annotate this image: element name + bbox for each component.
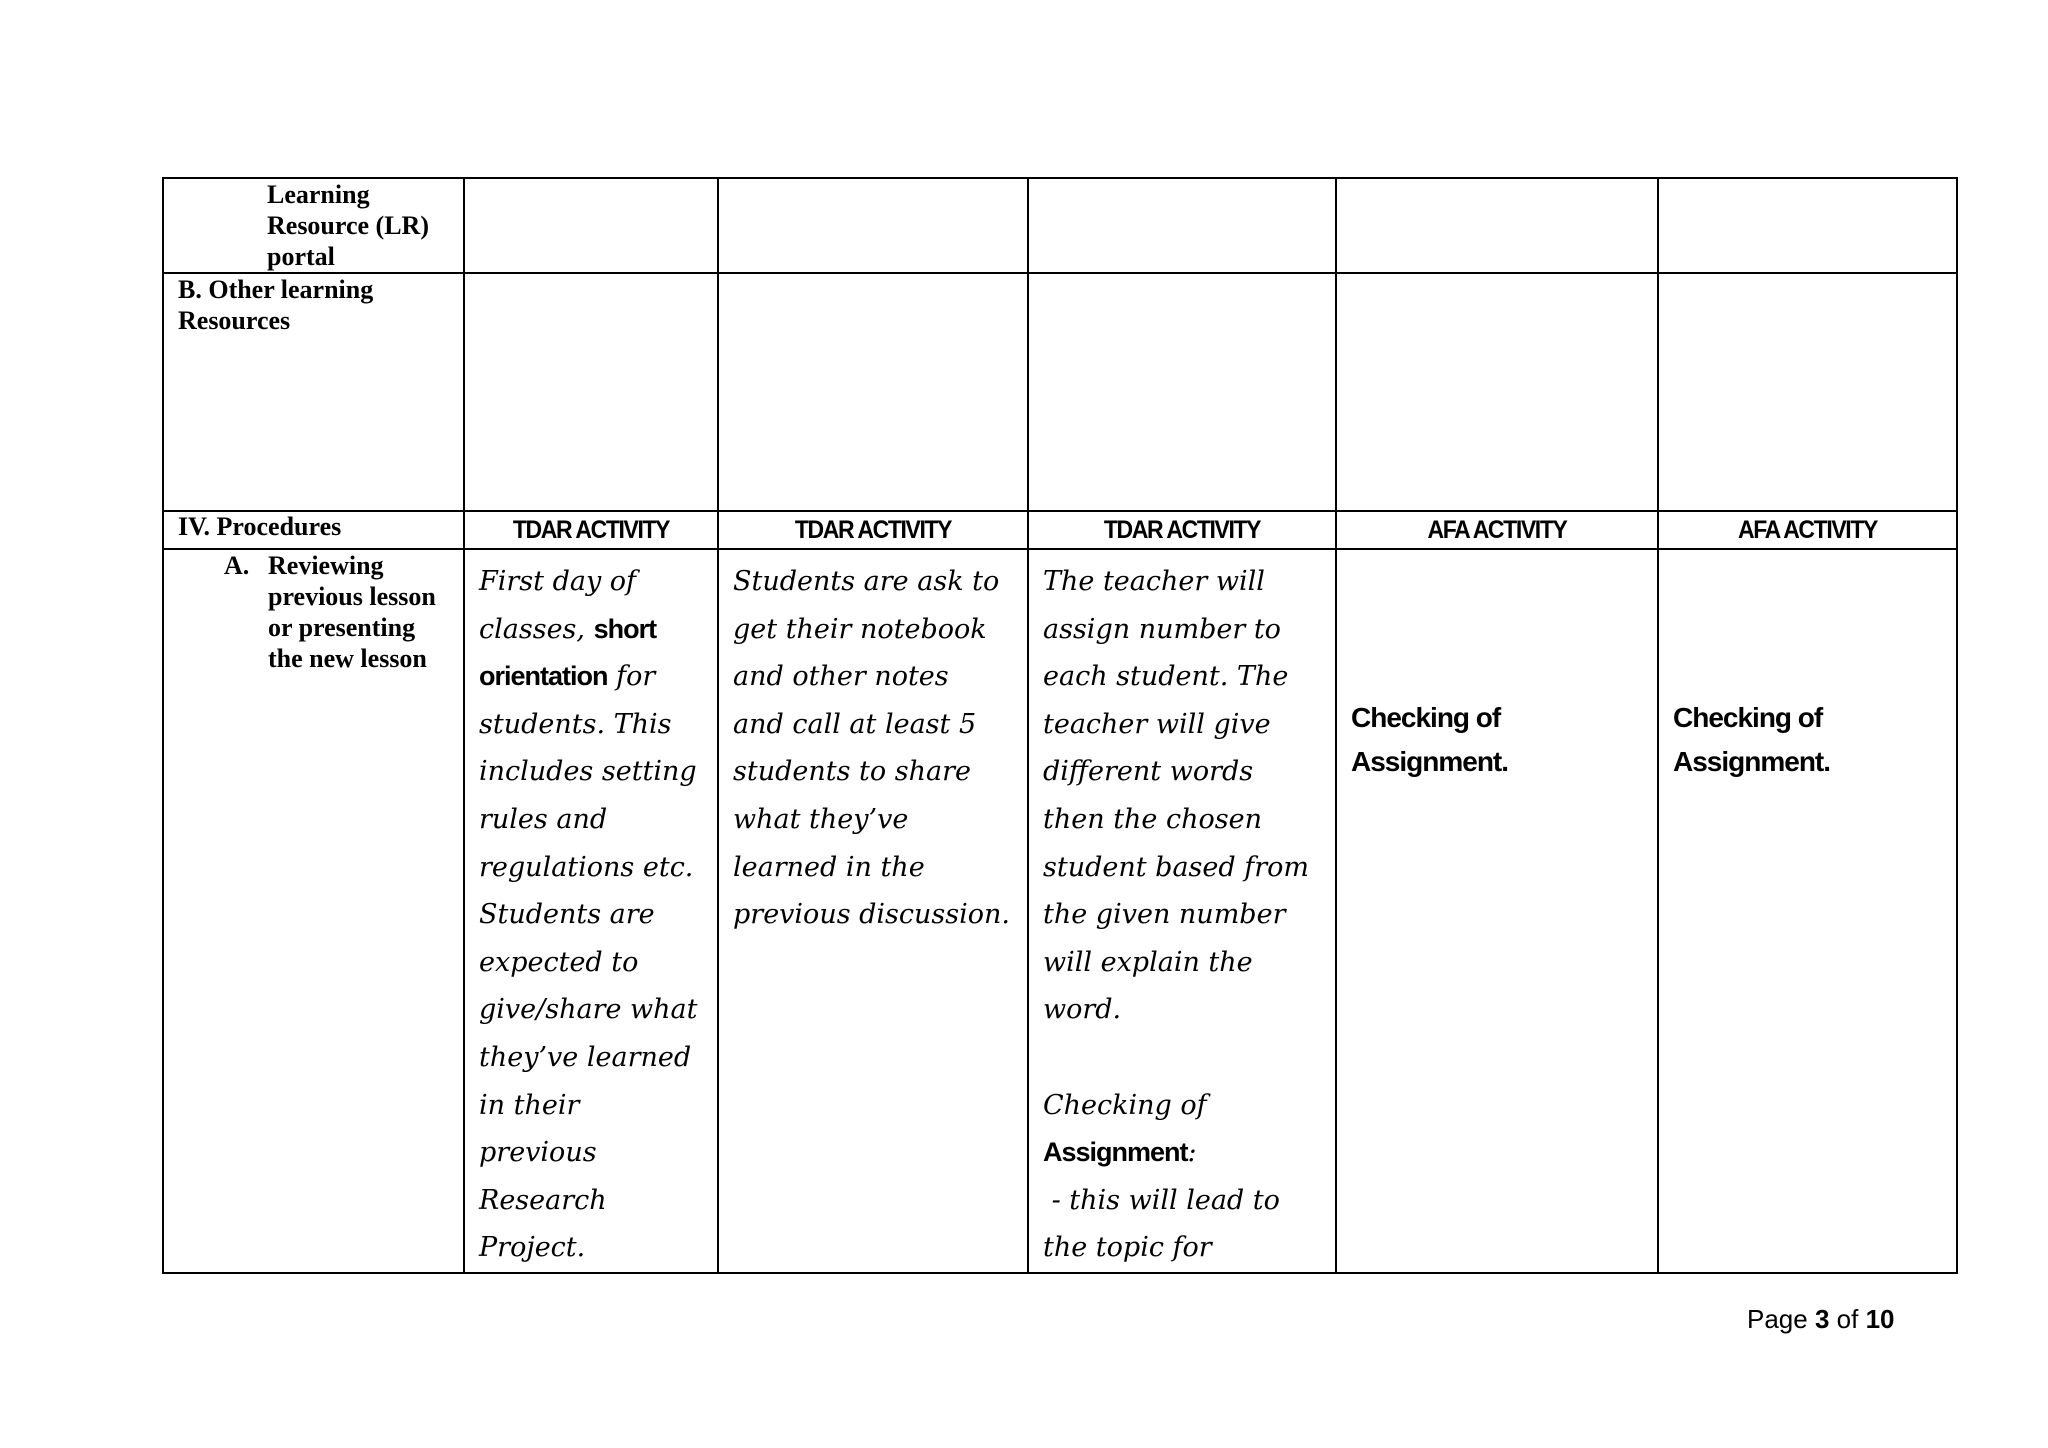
day1-orientation-bold: orientation xyxy=(479,661,608,692)
day5-line1: Checking of xyxy=(1673,702,1823,733)
column-header-cell xyxy=(464,511,718,549)
table-cell xyxy=(1028,178,1336,273)
lr-portal-label-cell xyxy=(163,178,464,273)
day5-activity-cell xyxy=(1658,549,1957,1273)
day3-assignment-bold: Assignment xyxy=(1043,1137,1188,1168)
day1-activity-text xyxy=(465,550,717,1272)
reviewing-text: Reviewing previous lesson or presenting the new lesson xyxy=(268,551,436,673)
table-row-procedures xyxy=(163,511,1957,549)
day1-rest: students. This includes setting rules and regulations etc. Students are expected to give/share what they’ve learned in their previous Research Project. xyxy=(479,708,698,1264)
table-cell xyxy=(464,178,718,273)
footer-page-number: 3 xyxy=(1814,1304,1830,1334)
column-header: TDAR ACTIVITY xyxy=(512,516,670,544)
table-row-other-resources xyxy=(163,273,1957,511)
column-header: TDAR ACTIVITY xyxy=(1103,516,1261,544)
page-number-footer xyxy=(1747,1304,1895,1335)
day5-line2-wrap xyxy=(1673,740,1948,784)
lr-portal-label: Learning Resource (LR) portal xyxy=(267,180,429,271)
table-cell xyxy=(718,273,1028,511)
procedures-label: IV. Procedures xyxy=(178,512,342,541)
table-row-reviewing xyxy=(163,549,1957,1273)
day4-activity-text xyxy=(1337,550,1657,784)
day5-activity-text xyxy=(1659,550,1956,784)
column-header-cell xyxy=(1336,511,1658,549)
day3-tail: - this will lead to the topic for xyxy=(1043,1184,1280,1264)
column-header-cell xyxy=(1658,511,1957,549)
day3-colon: : xyxy=(1187,1137,1197,1169)
other-resources-label-cell xyxy=(163,273,464,511)
table-cell xyxy=(718,178,1028,273)
other-resources-label: B. Other learning Resources xyxy=(178,275,374,335)
reviewing-letter: A. xyxy=(224,551,250,580)
day1-line2-prefix: classes, xyxy=(479,613,594,645)
reviewing-label xyxy=(164,550,463,674)
column-header: AFA ACTIVITY xyxy=(1427,516,1567,544)
day1-short-bold: short xyxy=(593,613,657,644)
procedures-label-cell xyxy=(163,511,464,549)
day4-line2: Assignment xyxy=(1351,746,1502,777)
day1-line1: First day of xyxy=(479,566,637,597)
column-header-cell xyxy=(1028,511,1336,549)
column-header: AFA ACTIVITY xyxy=(1738,516,1877,544)
table-cell xyxy=(1028,273,1336,511)
footer-of-word: of xyxy=(1836,1304,1859,1334)
day3-text: The teacher will assign number to each student. The teacher will give different words then the chosen student based from the given number will explain the word. Checking of xyxy=(1043,566,1310,1121)
day2-activity-text: Students are ask to get their notebook and other notes and call at least 5 students to share what they’ve learned in the previous discussion. xyxy=(733,566,1011,931)
day1-line3-suffix: for xyxy=(607,661,656,693)
table-cell xyxy=(464,273,718,511)
table-cell xyxy=(1336,273,1658,511)
day3-activity-cell xyxy=(1028,549,1336,1273)
day3-activity-text xyxy=(1029,550,1335,1272)
lesson-plan-table xyxy=(162,177,1958,1274)
table-cell xyxy=(1658,273,1957,511)
table-row-lr-portal xyxy=(163,178,1957,273)
footer-page-total: 10 xyxy=(1865,1304,1895,1334)
table-cell xyxy=(1336,178,1658,273)
footer-page-word: Page xyxy=(1747,1304,1808,1334)
reviewing-label-cell xyxy=(163,549,464,1273)
day1-activity-cell xyxy=(464,549,718,1273)
day4-line2-wrap xyxy=(1351,740,1649,784)
day5-dot: . xyxy=(1823,746,1831,777)
table-cell xyxy=(1658,178,1957,273)
column-header: TDAR ACTIVITY xyxy=(794,516,952,544)
day5-line2: Assignment xyxy=(1673,746,1824,777)
day4-activity-cell xyxy=(1336,549,1658,1273)
day2-activity-cell xyxy=(718,549,1028,1273)
day4-dot: . xyxy=(1501,746,1509,777)
column-header-cell xyxy=(718,511,1028,549)
day4-line1: Checking of xyxy=(1351,702,1501,733)
